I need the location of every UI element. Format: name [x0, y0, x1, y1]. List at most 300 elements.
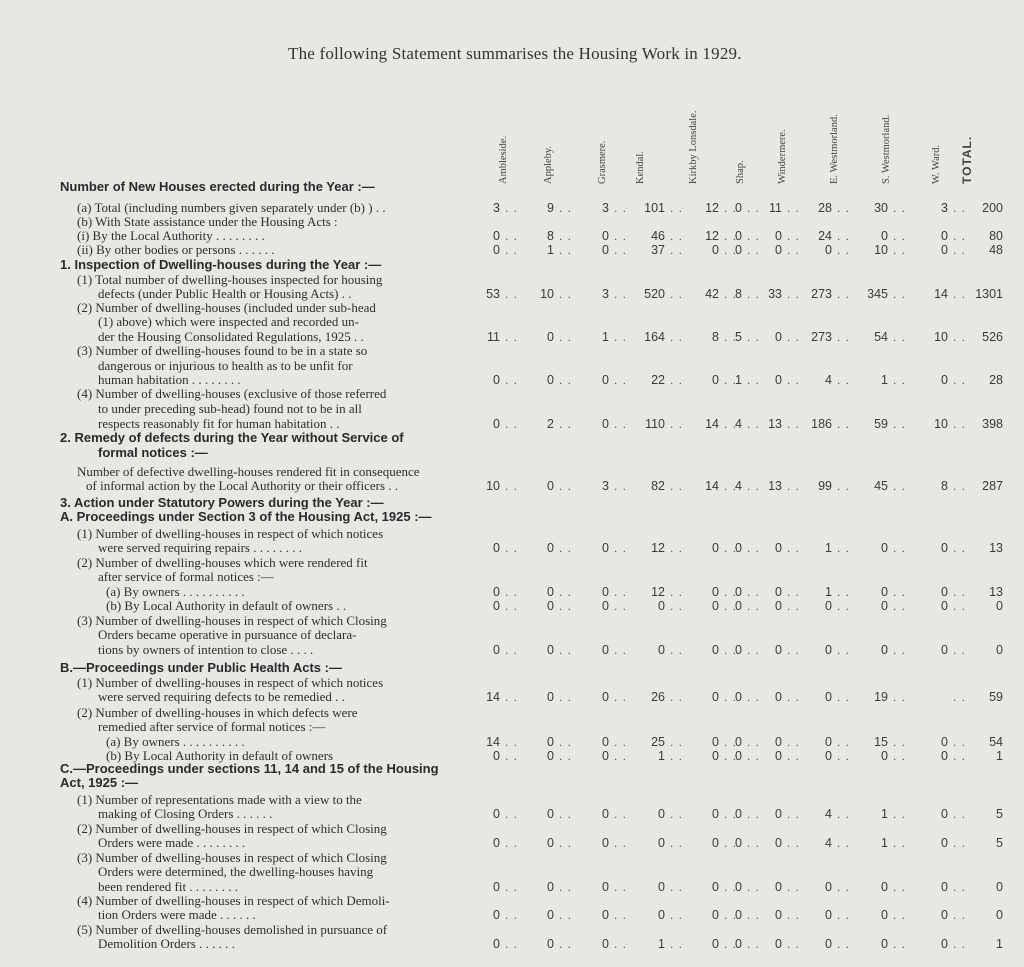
row-label: Orders were determined, the dwelling-houses having	[98, 864, 374, 879]
table-cell: 3	[602, 479, 609, 493]
table-cell: 0	[547, 908, 554, 922]
table-cell: 0	[712, 541, 719, 555]
row-label: Orders became operative in pursuance of declara-	[98, 627, 357, 642]
leader-dots: . .	[724, 229, 738, 243]
table-cell: 0	[547, 541, 554, 555]
leader-dots: . .	[505, 690, 519, 704]
table-cell: 0	[602, 807, 609, 821]
leader-dots: . .	[614, 599, 628, 613]
table-cell: 0	[602, 585, 609, 599]
table-cell: 0	[775, 690, 782, 704]
table-cell: 0	[996, 643, 1003, 657]
leader-dots: . .	[837, 880, 851, 894]
table-cell: 0	[602, 735, 609, 749]
leader-dots: . .	[787, 735, 801, 749]
row-label: (b) By Local Authority in default of owners	[106, 748, 334, 763]
leader-dots: . .	[893, 749, 907, 763]
column-header-label: Kendal.	[635, 151, 646, 184]
table-cell: 0	[602, 373, 609, 387]
table-cell: 398	[982, 417, 1003, 431]
table-cell: 0	[881, 643, 888, 657]
leader-dots: . .	[893, 599, 907, 613]
table-cell: 0	[602, 749, 609, 763]
table-cell: 11	[769, 201, 782, 215]
leader-dots: . .	[670, 836, 684, 850]
table-cell: 5	[735, 330, 742, 344]
table-cell: 99	[818, 479, 832, 493]
leader-dots: . .	[787, 585, 801, 599]
table-cell: 59	[874, 417, 888, 431]
table-cell: 0	[941, 643, 948, 657]
table-cell: 273	[811, 330, 832, 344]
table-cell: 0	[712, 373, 719, 387]
row-label: (1) Number of dwelling-houses in respect of which notices	[77, 675, 384, 690]
row-label: respects reasonably fit for human habitation . .	[98, 416, 340, 431]
table-cell: 0	[825, 880, 832, 894]
table-cell: 0	[658, 836, 665, 850]
leader-dots: . .	[837, 373, 851, 387]
column-header	[878, 80, 898, 184]
table-cell: 0	[712, 836, 719, 850]
leader-dots: . .	[724, 287, 738, 301]
table-cell: 0	[941, 807, 948, 821]
row-label: tions by owners of intention to close . . . .	[98, 642, 314, 657]
table-cell: 0	[712, 937, 719, 951]
leader-dots: . .	[670, 585, 684, 599]
table-cell: 0	[825, 643, 832, 657]
leader-dots: . .	[559, 749, 573, 763]
leader-dots: . .	[505, 880, 519, 894]
table-cell: 19	[874, 690, 888, 704]
table-cell: 0	[547, 373, 554, 387]
table-cell: 526	[982, 330, 1003, 344]
leader-dots: . .	[893, 735, 907, 749]
table-cell: 0	[547, 330, 554, 344]
table-cell: 0	[941, 373, 948, 387]
table-cell: 2	[547, 417, 554, 431]
table-cell: 0	[775, 836, 782, 850]
leader-dots: . .	[614, 373, 628, 387]
table-cell: 0	[493, 541, 500, 555]
table-cell: 0	[547, 479, 554, 493]
table-cell: 0	[881, 880, 888, 894]
table-cell: 10	[934, 417, 948, 431]
table-cell: 0	[493, 599, 500, 613]
table-cell: 14	[705, 417, 719, 431]
leader-dots: . .	[747, 599, 761, 613]
leader-dots: . .	[747, 243, 761, 257]
section-heading: Act, 1925 :—	[60, 775, 139, 790]
table-cell: 0	[712, 749, 719, 763]
table-cell: 13	[768, 479, 782, 493]
leader-dots: . .	[614, 908, 628, 922]
leader-dots: . .	[837, 229, 851, 243]
leader-dots: . .	[747, 807, 761, 821]
table-cell: 0	[881, 541, 888, 555]
leader-dots: . .	[724, 330, 738, 344]
table-cell: 0	[735, 937, 742, 951]
leader-dots: . .	[614, 937, 628, 951]
column-header-label: E. Westmorland.	[829, 114, 840, 184]
table-cell: 0	[825, 690, 832, 704]
table-cell: 45	[874, 479, 888, 493]
leader-dots: . .	[505, 749, 519, 763]
row-label: (4) Number of dwelling-houses (exclusive of those referred	[77, 386, 387, 401]
column-header-label: Kirkby Lonsdale.	[688, 110, 699, 184]
table-cell: 0	[775, 330, 782, 344]
leader-dots: . .	[953, 585, 967, 599]
table-cell: 0	[775, 807, 782, 821]
leader-dots: . .	[724, 836, 738, 850]
row-label: (b) By Local Authority in default of owners . .	[106, 598, 347, 613]
table-cell: 0	[735, 880, 742, 894]
table-cell: 28	[818, 201, 832, 215]
leader-dots: . .	[505, 373, 519, 387]
table-cell: 0	[712, 908, 719, 922]
table-cell: 164	[644, 330, 665, 344]
leader-dots: . .	[724, 585, 738, 599]
table-cell: 1	[547, 243, 554, 257]
table-cell: 1	[825, 585, 832, 599]
row-label: (a) By owners . . . . . . . . . .	[106, 584, 245, 599]
leader-dots: . .	[837, 541, 851, 555]
column-header-label: Windermere.	[777, 129, 788, 184]
section-heading: 3. Action under Statutory Powers during the Year :—	[60, 495, 384, 510]
leader-dots: . .	[747, 201, 761, 215]
section-heading: Number of New Houses erected during the Year :—	[60, 179, 375, 194]
leader-dots: . .	[614, 836, 628, 850]
row-label: (4) Number of dwelling-houses in respect of which Demoli-	[77, 893, 390, 908]
table-cell: 54	[874, 330, 888, 344]
table-cell: 82	[651, 479, 665, 493]
leader-dots: . .	[953, 541, 967, 555]
row-label: Number of defective dwelling-houses rendered fit in consequence	[77, 464, 420, 479]
leader-dots: . .	[787, 417, 801, 431]
leader-dots: . .	[893, 287, 907, 301]
table-cell: 12	[705, 201, 719, 215]
leader-dots: . .	[559, 417, 573, 431]
table-cell: 1	[658, 937, 665, 951]
table-cell: 0	[735, 807, 742, 821]
table-cell: 0	[602, 643, 609, 657]
leader-dots: . .	[614, 417, 628, 431]
table-cell: 0	[735, 599, 742, 613]
leader-dots: . .	[559, 373, 573, 387]
leader-dots: . .	[670, 479, 684, 493]
leader-dots: . .	[953, 643, 967, 657]
table-cell: 0	[941, 836, 948, 850]
table-cell: 0	[775, 229, 782, 243]
leader-dots: . .	[559, 541, 573, 555]
leader-dots: . .	[724, 643, 738, 657]
table-cell: 3	[941, 201, 948, 215]
leader-dots: . .	[747, 479, 761, 493]
table-cell: 0	[825, 599, 832, 613]
row-label: defects (under Public Health or Housing Acts) . .	[98, 286, 352, 301]
table-cell: 0	[493, 243, 500, 257]
leader-dots: . .	[670, 937, 684, 951]
section-heading: B.—Proceedings under Public Health Acts :—	[60, 660, 342, 675]
column-header	[495, 80, 515, 184]
leader-dots: . .	[837, 599, 851, 613]
leader-dots: . .	[837, 908, 851, 922]
leader-dots: . .	[953, 807, 967, 821]
row-label: were served requiring defects to be remedied . .	[98, 689, 345, 704]
table-cell: 1	[825, 541, 832, 555]
table-cell: 0	[658, 880, 665, 894]
leader-dots: . .	[787, 373, 801, 387]
leader-dots: . .	[614, 735, 628, 749]
leader-dots: . .	[747, 643, 761, 657]
leader-dots: . .	[559, 229, 573, 243]
table-cell: 22	[651, 373, 665, 387]
leader-dots: . .	[747, 287, 761, 301]
row-label: tion Orders were made . . . . . .	[98, 907, 256, 922]
table-cell: 4	[825, 373, 832, 387]
leader-dots: . .	[614, 643, 628, 657]
leader-dots: . .	[837, 330, 851, 344]
leader-dots: . .	[614, 243, 628, 257]
table-cell: 5	[996, 836, 1003, 850]
table-cell: 1	[658, 749, 665, 763]
table-cell: 345	[867, 287, 888, 301]
table-cell: 0	[493, 807, 500, 821]
row-label: (b) With State assistance under the Housing Acts :	[77, 214, 338, 229]
leader-dots: . .	[559, 735, 573, 749]
table-cell: 48	[989, 243, 1003, 257]
leader-dots: . .	[893, 908, 907, 922]
table-cell: 14	[934, 287, 948, 301]
leader-dots: . .	[670, 908, 684, 922]
table-cell: 14	[486, 690, 500, 704]
table-cell: 0	[712, 690, 719, 704]
leader-dots: . .	[953, 373, 967, 387]
leader-dots: . .	[670, 287, 684, 301]
column-header	[732, 80, 752, 184]
leader-dots: . .	[747, 417, 761, 431]
section-heading: 1. Inspection of Dwelling-houses during the Year :—	[60, 257, 382, 272]
leader-dots: . .	[893, 807, 907, 821]
leader-dots: . .	[953, 749, 967, 763]
table-cell: 0	[735, 836, 742, 850]
leader-dots: . .	[837, 585, 851, 599]
table-cell: 0	[602, 417, 609, 431]
table-cell: 0	[825, 243, 832, 257]
leader-dots: . .	[787, 599, 801, 613]
table-cell: 520	[644, 287, 665, 301]
leader-dots: . .	[505, 479, 519, 493]
row-label: (2) Number of dwelling-houses (included under sub-head	[77, 300, 376, 315]
leader-dots: . .	[787, 643, 801, 657]
leader-dots: . .	[953, 690, 967, 704]
table-cell: 110	[645, 417, 665, 431]
table-cell: 10	[540, 287, 554, 301]
table-cell: 0	[996, 880, 1003, 894]
table-cell: 8	[735, 287, 742, 301]
row-label: (3) Number of dwelling-houses found to be in a state so	[77, 343, 368, 358]
row-label: (2) Number of dwelling-houses which were rendered fit	[77, 555, 368, 570]
column-header	[928, 80, 948, 184]
leader-dots: . .	[505, 417, 519, 431]
table-cell: 0	[547, 807, 554, 821]
table-cell: 0	[602, 836, 609, 850]
table-cell: 0	[493, 373, 500, 387]
table-cell: 4	[825, 836, 832, 850]
table-cell: 3	[493, 201, 500, 215]
leader-dots: . .	[787, 479, 801, 493]
leader-dots: . .	[559, 643, 573, 657]
leader-dots: . .	[747, 908, 761, 922]
leader-dots: . .	[787, 937, 801, 951]
table-cell: 0	[941, 599, 948, 613]
table-cell: 0	[712, 585, 719, 599]
table-cell: 0	[941, 541, 948, 555]
leader-dots: . .	[670, 599, 684, 613]
table-cell: 0	[547, 937, 554, 951]
table-cell: 13	[768, 417, 782, 431]
leader-dots: . .	[787, 541, 801, 555]
column-header-label: S. Westmorland.	[881, 114, 892, 184]
table-cell: 0	[775, 643, 782, 657]
table-cell: 0	[658, 599, 665, 613]
leader-dots: . .	[893, 937, 907, 951]
table-cell: 8	[547, 229, 554, 243]
leader-dots: . .	[724, 880, 738, 894]
table-cell: 4	[825, 807, 832, 821]
row-label: after service of formal notices :—	[98, 569, 274, 584]
leader-dots: . .	[837, 749, 851, 763]
table-cell: 0	[712, 599, 719, 613]
table-cell: 0	[735, 243, 742, 257]
column-header	[632, 80, 652, 184]
leader-dots: . .	[505, 908, 519, 922]
column-header-label: Ambleside.	[498, 135, 509, 184]
leader-dots: . .	[893, 330, 907, 344]
table-cell: 0	[941, 880, 948, 894]
table-cell: 0	[712, 643, 719, 657]
table-cell: 0	[775, 585, 782, 599]
table-cell: 10	[486, 479, 500, 493]
leader-dots: . .	[893, 373, 907, 387]
leader-dots: . .	[614, 749, 628, 763]
leader-dots: . .	[505, 807, 519, 821]
table-cell: 0	[825, 735, 832, 749]
table-cell: 0	[881, 749, 888, 763]
table-cell: 0	[547, 880, 554, 894]
section-heading: A. Proceedings under Section 3 of the Housing Act, 1925 :—	[60, 509, 432, 524]
table-cell: 10	[874, 243, 888, 257]
leader-dots: . .	[747, 373, 761, 387]
leader-dots: . .	[837, 937, 851, 951]
table-cell: 0	[658, 908, 665, 922]
row-label: (3) Number of dwelling-houses in respect of which Closing	[77, 850, 387, 865]
table-cell: 8	[941, 479, 948, 493]
table-cell: 0	[493, 836, 500, 850]
table-cell: 12	[651, 585, 665, 599]
table-cell: 0	[881, 599, 888, 613]
leader-dots: . .	[953, 201, 967, 215]
column-header	[540, 80, 560, 184]
leader-dots: . .	[724, 479, 738, 493]
table-cell: 0	[493, 749, 500, 763]
leader-dots: . .	[893, 229, 907, 243]
row-label: der the Housing Consolidated Regulations, 1925 . .	[98, 329, 364, 344]
leader-dots: . .	[837, 201, 851, 215]
table-cell: 0	[602, 880, 609, 894]
table-cell: 0	[735, 541, 742, 555]
table-cell: 0	[941, 585, 948, 599]
column-header-label: W. Ward.	[931, 144, 942, 184]
table-cell: 0	[547, 836, 554, 850]
leader-dots: . .	[953, 735, 967, 749]
column-header	[594, 80, 614, 184]
leader-dots: . .	[747, 229, 761, 243]
leader-dots: . .	[837, 643, 851, 657]
table-cell: 14	[486, 735, 500, 749]
table-cell: 0	[547, 599, 554, 613]
leader-dots: . .	[505, 937, 519, 951]
table-cell: 0	[735, 749, 742, 763]
table-cell: 4	[735, 479, 742, 493]
leader-dots: . .	[953, 229, 967, 243]
table-cell: 53	[486, 287, 500, 301]
leader-dots: . .	[670, 735, 684, 749]
row-label: remedied after service of formal notices :—	[98, 719, 326, 734]
leader-dots: . .	[559, 908, 573, 922]
leader-dots: . .	[559, 287, 573, 301]
table-cell: 0	[825, 937, 832, 951]
table-cell: 0	[547, 585, 554, 599]
table-cell: 0	[775, 735, 782, 749]
table-cell: 42	[705, 287, 719, 301]
column-header-label: Shap.	[735, 160, 746, 184]
table-cell: 0	[775, 937, 782, 951]
leader-dots: . .	[893, 643, 907, 657]
leader-dots: . .	[724, 417, 738, 431]
row-label: making of Closing Orders . . . . . .	[98, 806, 273, 821]
leader-dots: . .	[559, 585, 573, 599]
table-cell: 4	[735, 417, 742, 431]
leader-dots: . .	[747, 330, 761, 344]
table-cell: 0	[493, 908, 500, 922]
table-cell: 15	[874, 735, 888, 749]
table-cell: 9	[547, 201, 554, 215]
leader-dots: . .	[724, 541, 738, 555]
table-cell: 1	[602, 330, 609, 344]
table-cell: 0	[602, 690, 609, 704]
leader-dots: . .	[724, 373, 738, 387]
leader-dots: . .	[953, 479, 967, 493]
table-cell: 101	[644, 201, 665, 215]
table-cell: 24	[818, 229, 832, 243]
table-cell: 0	[602, 229, 609, 243]
leader-dots: . .	[893, 243, 907, 257]
row-label: Demolition Orders . . . . . .	[98, 936, 235, 951]
table-cell: 5	[996, 807, 1003, 821]
table-cell: 186	[811, 417, 832, 431]
table-cell: 0	[941, 243, 948, 257]
leader-dots: . .	[670, 541, 684, 555]
table-cell: 0	[881, 229, 888, 243]
row-label: to under preceding sub-head) found not to be in all	[98, 401, 362, 416]
leader-dots: . .	[505, 287, 519, 301]
table-cell: 1	[881, 807, 888, 821]
leader-dots: . .	[559, 836, 573, 850]
row-label: human habitation . . . . . . . .	[98, 372, 241, 387]
table-cell: 0	[735, 585, 742, 599]
table-cell: 0	[881, 908, 888, 922]
leader-dots: . .	[614, 541, 628, 555]
